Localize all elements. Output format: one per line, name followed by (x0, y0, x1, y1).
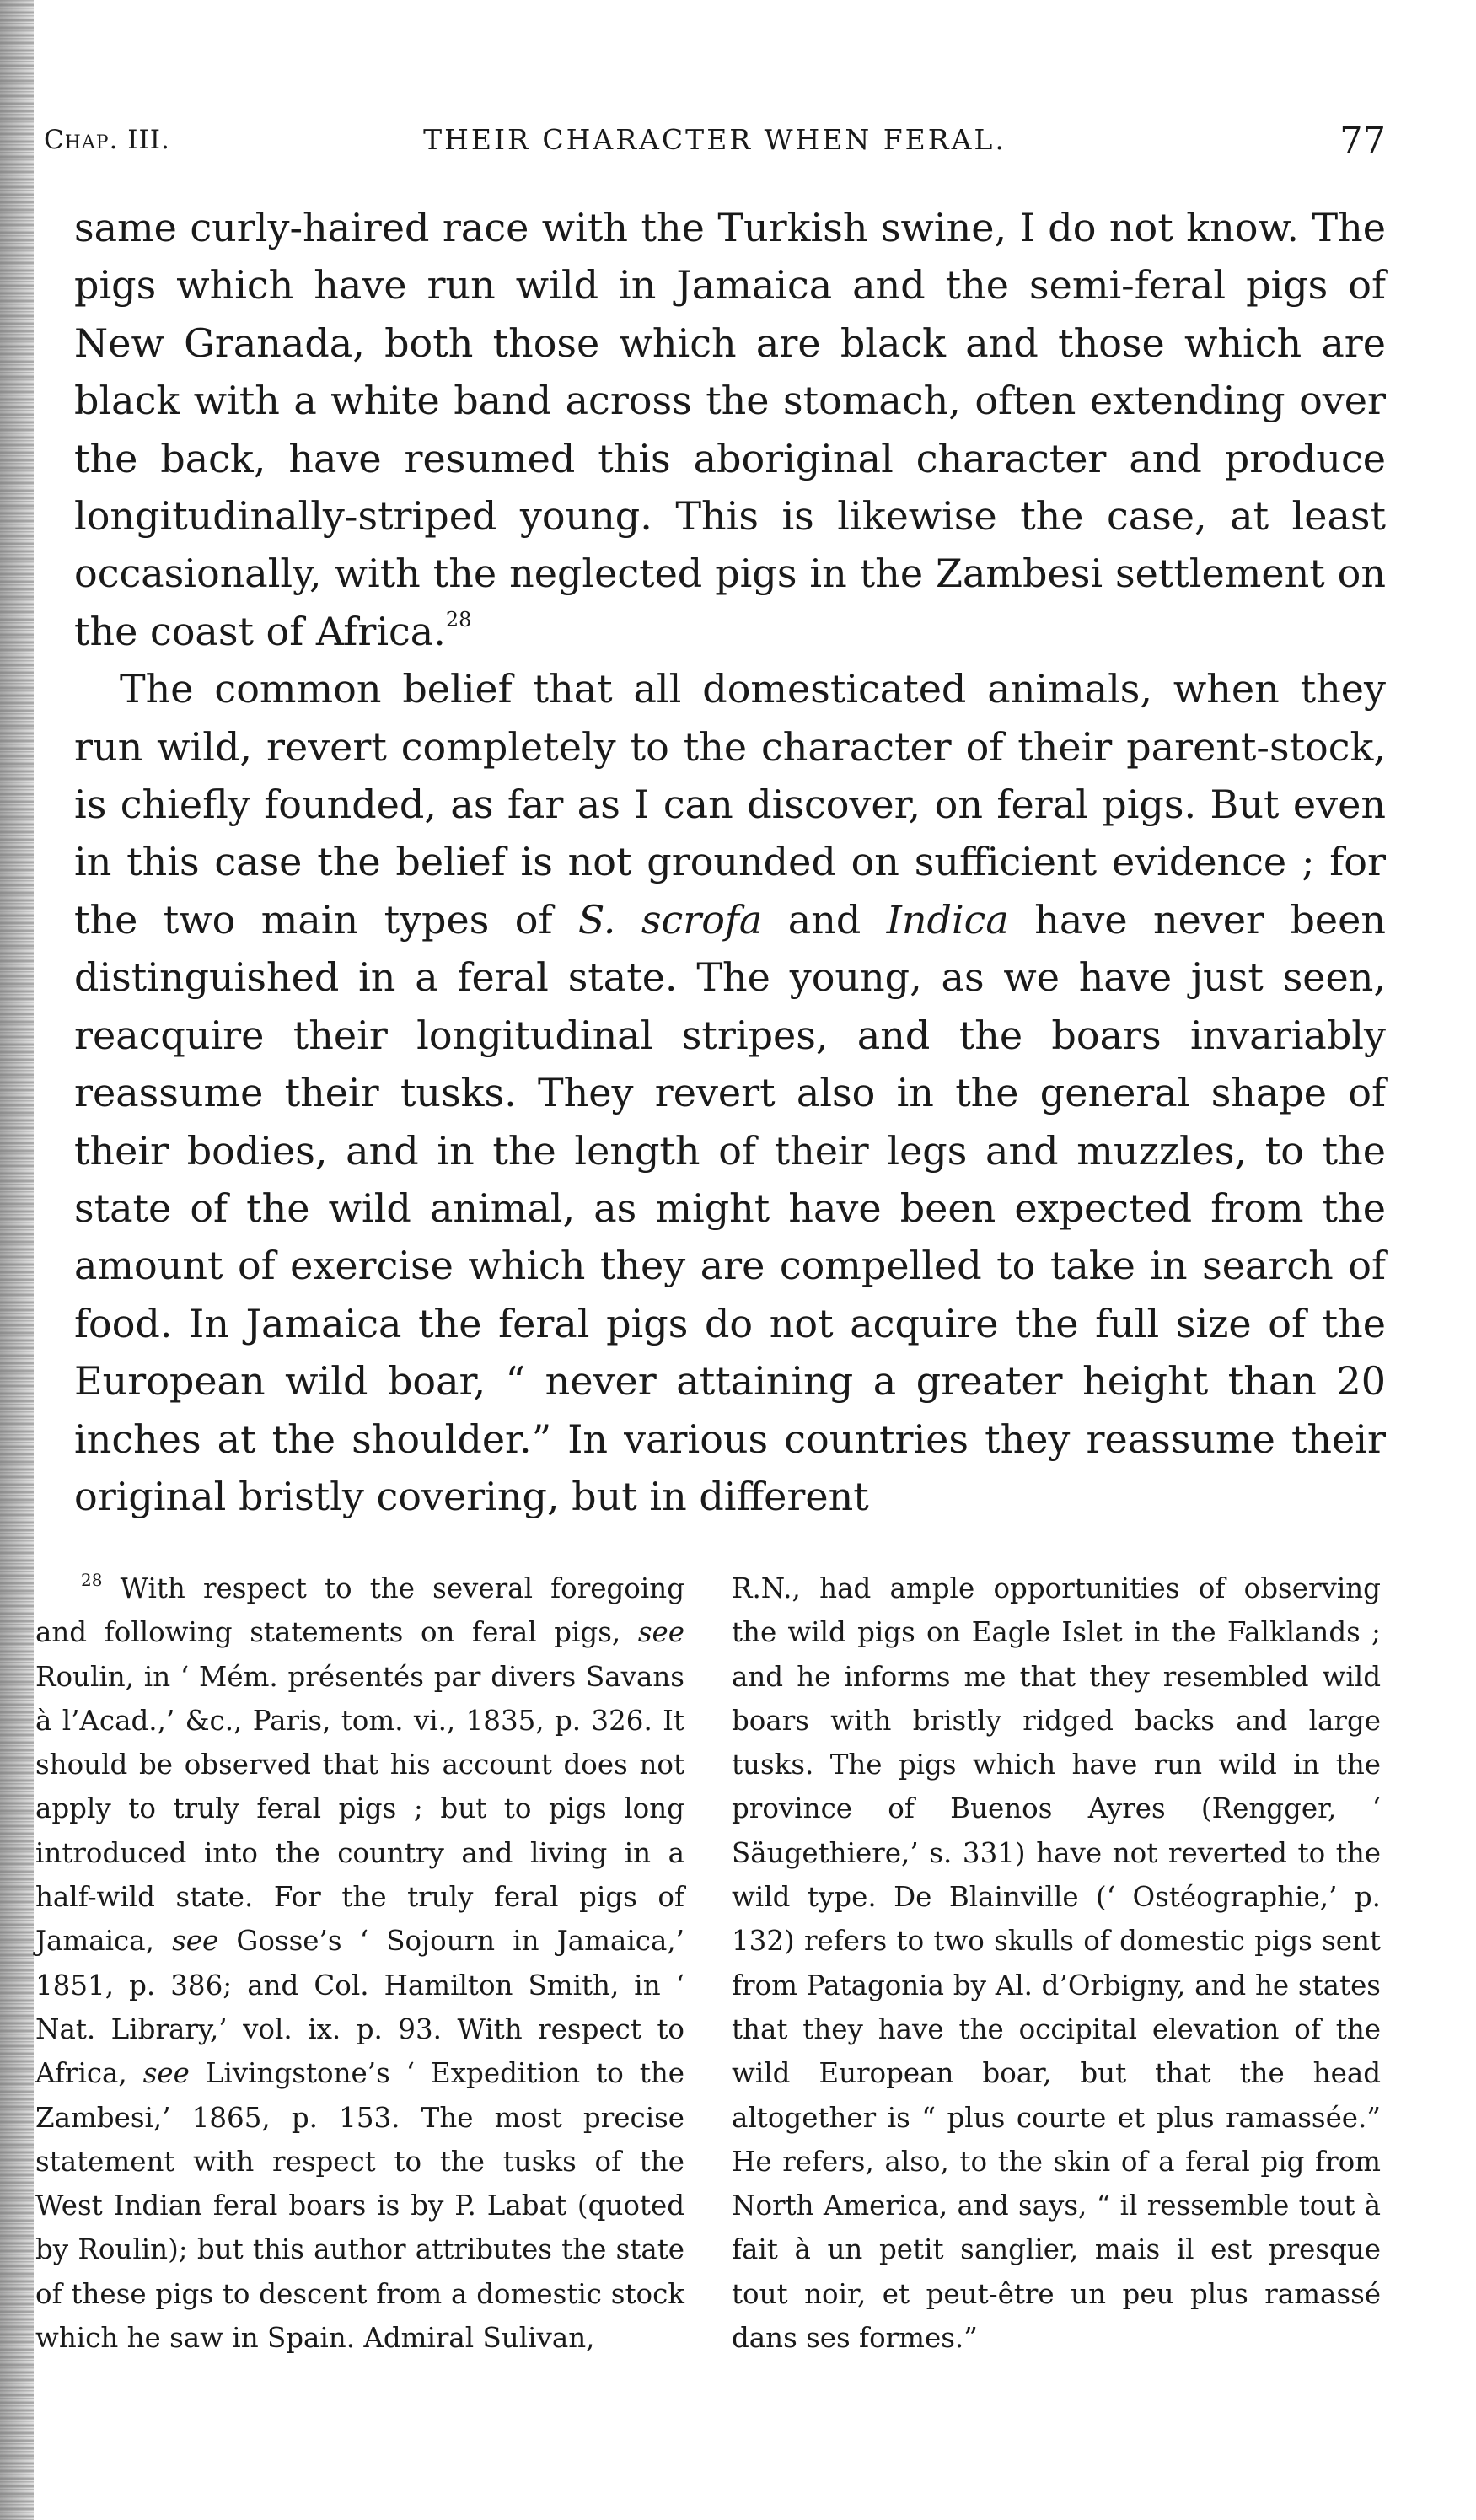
species-scrofa: S. scrofa (577, 896, 763, 943)
footnote-28-continued: R.N., had ample opportunities of observing the wild pigs on Eagle Islet in the Falklands ; and he informs me that they resembled wild boars with bristly ridged backs and large tusks. The pigs which have run wild in the province of Buenos Ayres (Rengger, ‘ Säugethiere,’ s. 331) have not reverted to the wild type. De Blainville (‘ Ostéographie,’ p. 132) refers to two skulls of domestic pigs sent from Patagonia by Al. d’Orbigny, and he states that they have the occipital elevation of the wild European boar, but that the head altogether is “ plus courte et plus ramassée.” He refers, also, to the skin of a feral pig from North America, and says, “ il ressemble tout à fait à un petit sanglier, mais il est presque tout noir, et peut-être un peu plus ramassé dans ses formes.” (732, 1572, 1381, 2355)
footnote-ref-28: 28 (445, 607, 472, 631)
footnotes (35, 1566, 1386, 2477)
see-2: see (172, 1925, 219, 1958)
page-number: 77 (1339, 120, 1386, 162)
see-3: see (142, 2057, 190, 2090)
running-title: THEIR CHARACTER WHEN FERAL. (423, 123, 1006, 156)
main-text (74, 199, 1386, 1525)
see-1: see (637, 1616, 684, 1649)
paragraph-2-text-a: The common belief that all domesticated animals, when they run wild, revert completely to the character of their parent-stock, is chiefly founded, as far as I can discover, on feral pigs. But even in this case the belief is not grounded on sufficient evidence ; for the two main types of (74, 666, 1386, 943)
paragraph-2-text-e: have never been distinguished in a feral state. The young, as we have just seen, reacquire their longitudinal stripes, and the boars invariably reassume their tusks. They revert also in the general shape of their bodies, and in the length of their legs and muzzles, to the state of the wild animal, as might have been expected from the amount of exercise which they are compelled to take in search of food. In Jamaica the feral pigs do not acquire the full size of the European wild boar, “ never attaining a greater height than 20 inches at the shoulder.” In various countries they reassume their original bristly covering, but in different (74, 896, 1386, 1519)
paragraph-2 (74, 660, 1386, 1525)
paragraph-1-text: same curly-haired race with the Turkish swine, I do not know. The pigs which have run wild in Jamaica and the semi-feral pigs of New Granada, both those which are black and those which are black with a white band across the stomach, often extending over the back, have resumed this aboriginal character and produce longitudinally-striped young. This is likewise the case, at least occasionally, with the neglected pigs in the Zambesi settlement on the coast of Africa. (74, 205, 1386, 654)
running-header (44, 120, 1386, 170)
footnote-text-a: With respect to the several foregoing and following statements on feral pigs, (35, 1572, 684, 1649)
footnote-28 (35, 1566, 684, 2360)
footnote-text-b: Roulin, in ‘ Mém. présentés par divers Savans à l’Acad.,’ &c., Paris, tom. vi., 1835, p. 326. It should be observed that his account does not apply to truly feral pigs ; but to pigs long introduced into the country and living in a half-wild state. For the truly feral pigs of Jamaica, (35, 1660, 684, 1958)
footnote-text-c: Gosse’s ‘ Sojourn in Jamaica,’ 1851, p. 386; and Col. Hamilton Smith, in ‘ Nat. Library,’ vol. ix. p. 93. With respect to Africa, (35, 1925, 684, 2090)
footnote-column-right (732, 1566, 1381, 2360)
binding-shadow (0, 0, 34, 2520)
chapter-label: Chap. III. (44, 125, 170, 155)
footnote-column-left (35, 1566, 684, 2360)
footnote-text-d: Livingstone’s ‘ Expedition to the Zambesi,’ 1865, p. 153. The most precise statement with respect to the tusks of the West Indian feral boars is by P. Labat (quoted by Roulin); but this author attributes the state of these pigs to descent from a domestic stock which he saw in Spain. Admiral Sulivan, (35, 2057, 684, 2355)
footnote-number: 28 (81, 1570, 103, 1590)
paragraph-2-text-c: and (762, 896, 887, 943)
paragraph-1 (74, 199, 1386, 660)
species-indica: Indica (886, 896, 1009, 943)
